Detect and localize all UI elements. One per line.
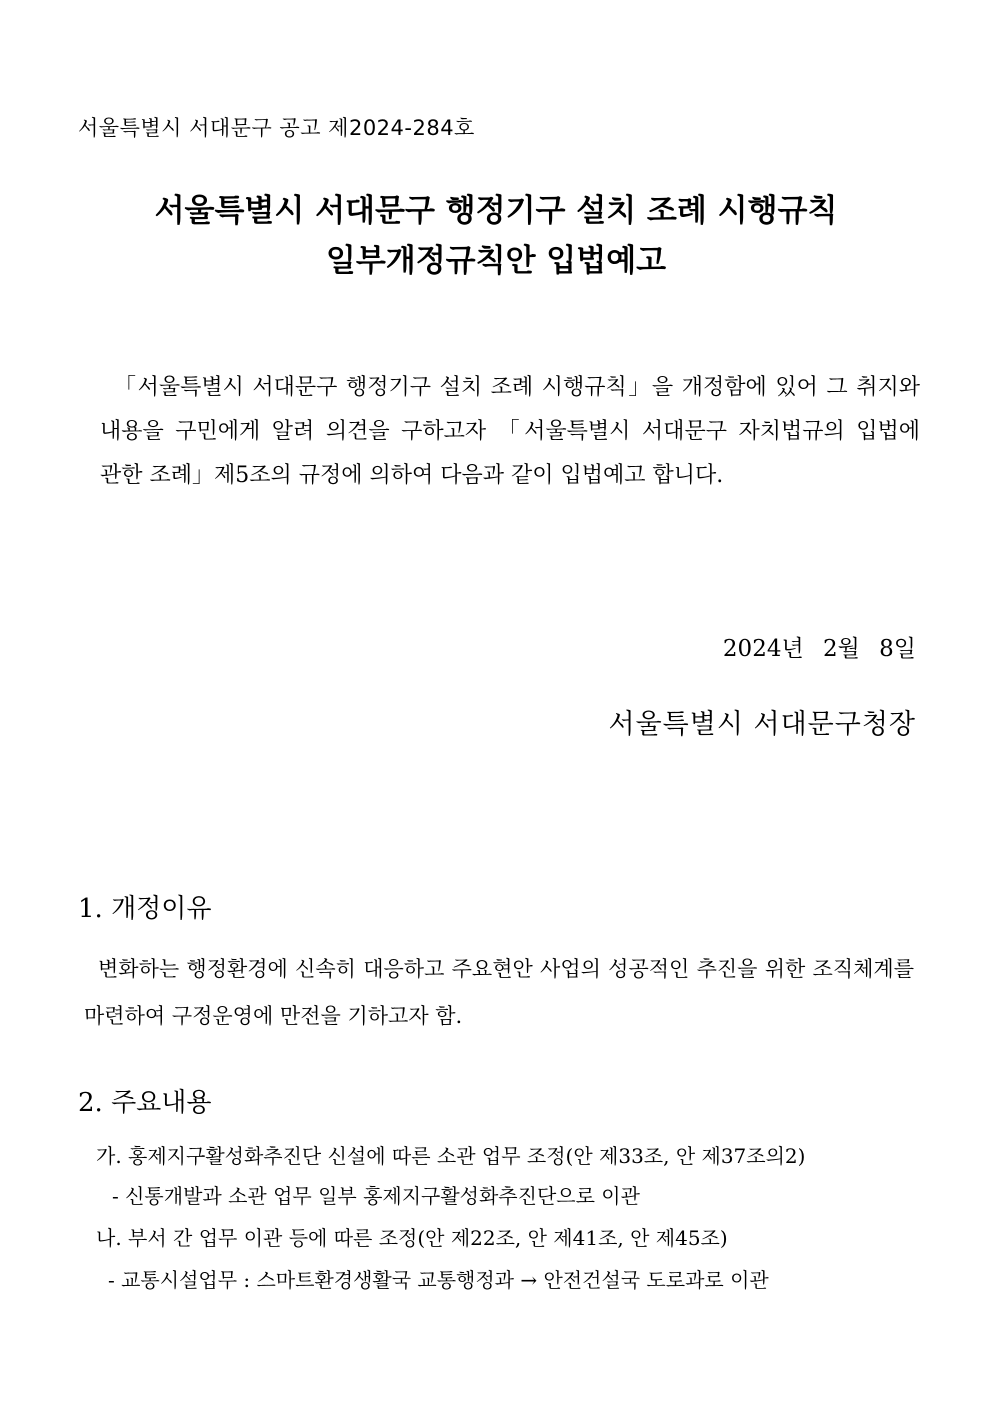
issuer-name: 서울특별시 서대문구청장 (608, 709, 916, 740)
intro-paragraph: 「서울특별시 서대문구 행정기구 설치 조례 시행규칙」을 개정함에 있어 그 취지와 내용을 구민에게 알려 의견을 구하고자 「서울특별시 서대문구 자치법규의 입법에 관한 조례」제5조의 규정에 의하여 다음과 같이 입법예고 합니다. (100, 375, 920, 488)
section-2-heading: 2. 주요내용 (78, 1088, 212, 1118)
notice-date: 2024년 2월 8일 (722, 636, 916, 662)
list-item-ga: 가. 홍제지구활성화추진단 신설에 따른 소관 업무 조정(안 제33조, 안 제37조의2) (96, 1144, 806, 1168)
title-line-2: 일부개정규칙안 입법예고 (325, 243, 667, 279)
section-1-heading: 1. 개정이유 (78, 894, 212, 924)
list-item-ga-sub: - 신통개발과 소관 업무 일부 홍제지구활성화추진단으로 이관 (112, 1184, 640, 1208)
document-title (0, 186, 992, 286)
notice-number: 서울특별시 서대문구 공고 제2024-284호 (78, 116, 475, 140)
section-1-body: 변화하는 행정환경에 신속히 대응하고 주요현안 사업의 성공적인 추진을 위한 조직체계를 마련하여 구정운영에 만전을 기하고자 함. (84, 957, 914, 1028)
title-line-1: 서울특별시 서대문구 행정기구 설치 조례 시행규칙 (154, 193, 838, 229)
list-item-na-sub: - 교통시설업무 : 스마트환경생활국 교통행정과 → 안전건설국 도로과로 이관 (108, 1268, 769, 1292)
list-item-na: 나. 부서 간 업무 이관 등에 따른 조정(안 제22조, 안 제41조, 안 제45조) (96, 1226, 728, 1250)
